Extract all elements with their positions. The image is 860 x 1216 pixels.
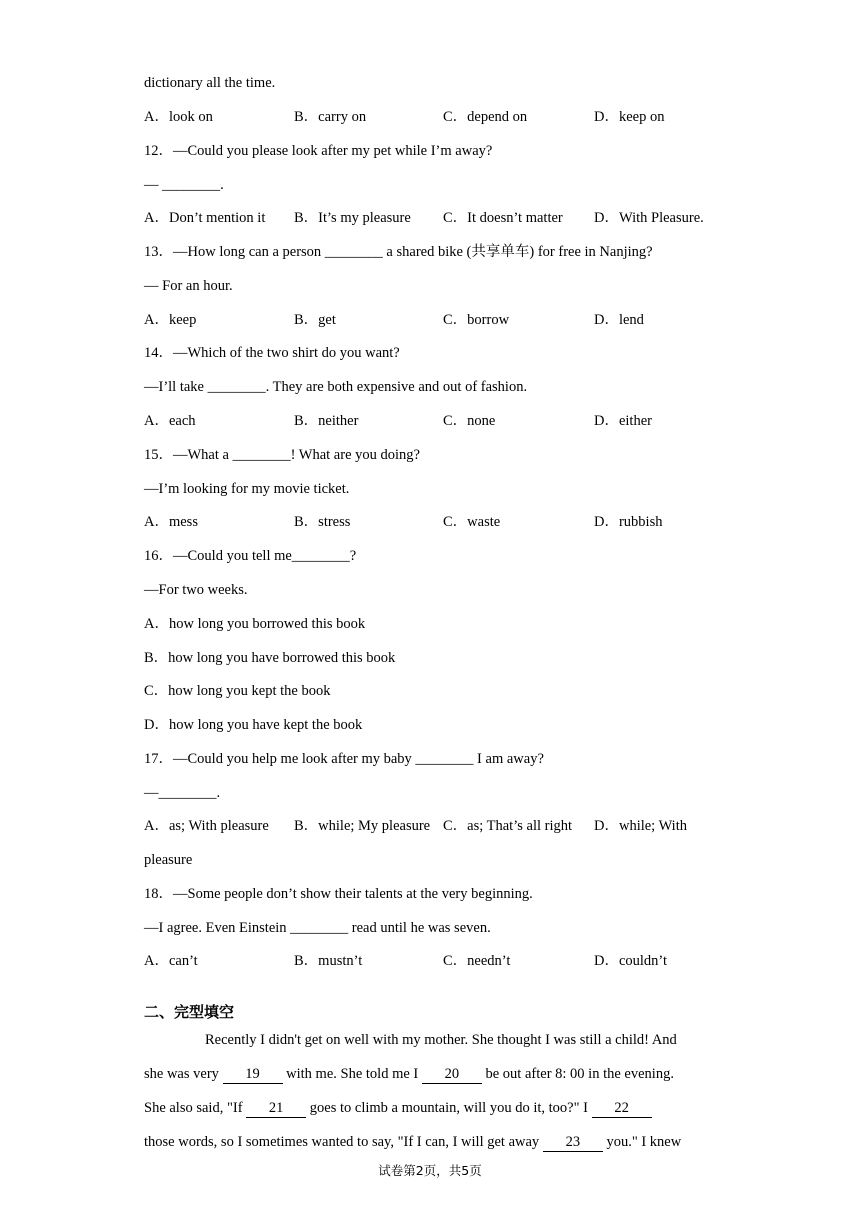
- q13-option-d: D．lend: [594, 312, 644, 328]
- cloze-text: you." I knew: [602, 1134, 682, 1150]
- cloze-line-2: [144, 1064, 674, 1084]
- cloze-text: she was very: [144, 1066, 223, 1082]
- q18-option-c: C．needn’t: [443, 953, 511, 969]
- q18-option-d: D．couldn’t: [594, 953, 668, 969]
- q12-option-b: B．It’s my pleasure: [294, 210, 411, 226]
- blank-23: 23: [543, 1134, 603, 1152]
- q11-option-c: C．depend on: [443, 109, 528, 125]
- blank-20: 20: [422, 1066, 482, 1084]
- q18-option-b: B．mustn’t: [294, 953, 363, 969]
- cloze-text: She also said, "If: [144, 1100, 247, 1116]
- q14-option-b: B．neither: [294, 413, 359, 429]
- question-11-stem-end: dictionary all the time.: [144, 75, 276, 91]
- page-footer: 试卷第2页，共5页: [378, 1163, 482, 1178]
- q15-option-a: A．mess: [144, 514, 198, 530]
- q17-option-d: D．while; With: [594, 818, 687, 834]
- q11-option-d: D．keep on: [594, 109, 665, 125]
- question-14-stem: 14．—Which of the two shirt do you want?: [144, 345, 400, 361]
- question-18-stem: 18．—Some people don’t show their talents at the very beginning.: [144, 886, 533, 902]
- q15-option-b: B．stress: [294, 514, 351, 530]
- question-12-reply: — ________.: [144, 177, 224, 193]
- cloze-text: those words, so I sometimes wanted to say, "If I can, I will get away: [144, 1134, 543, 1150]
- cloze-line-3: [144, 1098, 652, 1118]
- question-16-stem: 16．—Could you tell me________?: [144, 548, 357, 564]
- cloze-text: be out after 8: 00 in the evening.: [481, 1066, 674, 1082]
- q11-option-a: A．look on: [144, 109, 213, 125]
- question-14-reply: —I’ll take ________. They are both expensive and out of fashion.: [144, 379, 528, 395]
- q11-option-b: B．carry on: [294, 109, 367, 125]
- q13-option-b: B．get: [294, 312, 336, 328]
- cloze-line-1: Recently I didn't get on well with my mother. She thought I was still a child! And: [205, 1032, 677, 1048]
- cloze-text: with me. She told me I: [282, 1066, 422, 1082]
- question-15-reply: —I’m looking for my movie ticket.: [144, 481, 350, 497]
- cloze-text: goes to climb a mountain, will you do it, too?" I: [306, 1100, 592, 1116]
- q13-option-c: C．borrow: [443, 312, 510, 328]
- q17-option-a: A．as; With pleasure: [144, 818, 269, 834]
- question-12-stem: 12．—Could you please look after my pet while I’m away?: [144, 143, 493, 159]
- q16-option-c: C．how long you kept the book: [144, 683, 331, 699]
- blank-22: 22: [592, 1100, 652, 1118]
- q12-option-c: C．It doesn’t matter: [443, 210, 563, 226]
- question-15-stem: 15．—What a ________! What are you doing?: [144, 447, 420, 463]
- q16-option-b: B．how long you have borrowed this book: [144, 650, 396, 666]
- q13-option-a: A．keep: [144, 312, 197, 328]
- question-17-stem: 17．—Could you help me look after my baby ________ I am away?: [144, 751, 544, 767]
- q14-option-d: D．either: [594, 413, 652, 429]
- q12-option-a: A．Don’t mention it: [144, 210, 266, 226]
- q15-option-c: C．waste: [443, 514, 501, 530]
- question-13-reply: — For an hour.: [144, 278, 233, 294]
- question-13-stem: 13．—How long can a person ________ a shared bike (共享单车) for free in Nanjing?: [144, 244, 653, 260]
- q15-option-d: D．rubbish: [594, 514, 663, 530]
- question-16-reply: —For two weeks.: [144, 582, 248, 598]
- section-heading-cloze: 二、完型填空: [144, 1003, 235, 1021]
- question-18-reply: —I agree. Even Einstein ________ read until he was seven.: [144, 920, 491, 936]
- blank-19: 19: [223, 1066, 283, 1084]
- q14-option-a: A．each: [144, 413, 196, 429]
- q16-option-d: D．how long you have kept the book: [144, 717, 363, 733]
- q18-option-a: A．can’t: [144, 953, 198, 969]
- q17-option-b: B．while; My pleasure: [294, 818, 431, 834]
- q17-option-d-wrap: pleasure: [144, 852, 193, 868]
- cloze-line-4: [144, 1132, 681, 1152]
- q12-option-d: D．With Pleasure.: [594, 210, 704, 226]
- question-17-reply: —________.: [144, 785, 221, 801]
- blank-21: 21: [246, 1100, 306, 1118]
- q16-option-a: A．how long you borrowed this book: [144, 616, 366, 632]
- q17-option-c: C．as; That’s all right: [443, 818, 573, 834]
- q14-option-c: C．none: [443, 413, 496, 429]
